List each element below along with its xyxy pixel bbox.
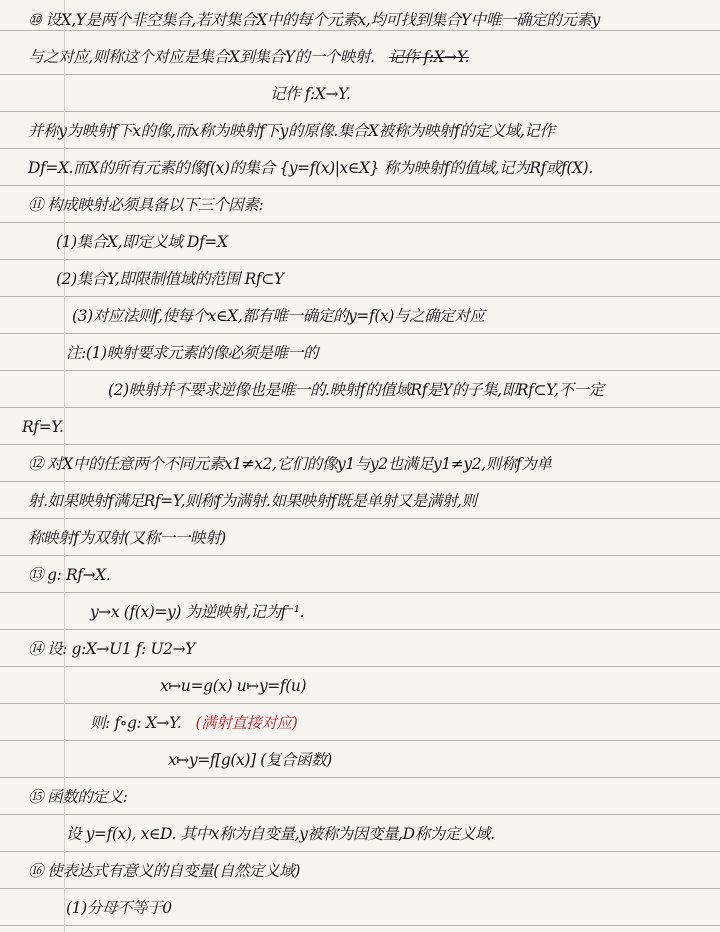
item-number: ⑩: [28, 11, 42, 29]
note-text: 构成映射必须具备以下三个因素:: [47, 196, 264, 214]
note-text: (1)集合X,即定义域 Df=X: [56, 233, 228, 251]
note-text: (3)对应法则f,使每个x∈X,都有唯一确定的y=f(x)与之确定对应: [72, 307, 485, 325]
note-text: x↦u=g(x) u↦y=f(u): [160, 677, 307, 695]
note-line: [0, 374, 720, 406]
note-line: [0, 115, 720, 147]
note-line: [0, 892, 720, 924]
note-line: [0, 152, 720, 184]
note-text: (1)分母不等于0: [66, 899, 172, 917]
note-line: [0, 744, 720, 776]
item-number: ⑬: [28, 566, 44, 584]
note-line: [0, 818, 720, 850]
note-line: [0, 411, 720, 443]
note-text: 注:(1)映射要求元素的像必须是唯一的: [66, 344, 319, 362]
note-line: [0, 263, 720, 295]
crossed-out-text: 记作 f:X→Y.: [388, 48, 470, 66]
item-number: ⑮: [28, 788, 44, 806]
note-line: [0, 522, 720, 554]
note-line: [0, 300, 720, 332]
note-text: (2)集合Y,即限制值域的范围 Rf⊂Y: [56, 270, 284, 288]
note-text: 记作 f:X→Y.: [270, 85, 351, 103]
note-text: Rf=Y.: [22, 418, 64, 436]
note-line: [0, 337, 720, 369]
note-text: 对X中的任意两个不同元素x1≠x2,它们的像y1与y2也满足y1≠y2,则称f为单: [47, 455, 552, 473]
note-text: Df=X.而X的所有元素的像f(x)的集合 {y=f(x)|x∈X} 称为映射f的值域,记为Rf或f(X).: [28, 159, 593, 177]
note-text: 称映射f为双射(又称一一映射): [28, 529, 226, 547]
red-annotation: (满射直接对应): [195, 714, 298, 732]
note-line: [0, 189, 720, 221]
note-line: [0, 41, 720, 73]
note-text: 射.如果映射f满足Rf=Y,则称f为满射.如果映射f既是单射又是满射,则: [28, 492, 477, 510]
note-line: [0, 596, 720, 628]
note-line: [0, 670, 720, 702]
note-text: y→x (f(x)=y) 为逆映射,记为f⁻¹.: [90, 603, 305, 621]
note-text: (2)映射并不要求逆像也是唯一的.映射f的值域Rf是Y的子集,即Rf⊂Y,不一定: [108, 381, 604, 399]
note-line: [0, 4, 720, 36]
item-number: ⑯: [28, 862, 44, 880]
item-number: ⑪: [28, 196, 44, 214]
item-number: ⑫: [28, 455, 44, 473]
note-line: [0, 78, 720, 110]
note-text: 设: g:X→U1 f: U2→Y: [47, 640, 196, 658]
note-line: [0, 707, 720, 739]
note-text: g: Rf→X.: [47, 566, 111, 584]
note-line: [0, 633, 720, 665]
note-text: 则: f∘g: X→Y.: [90, 714, 182, 732]
note-line: [0, 226, 720, 258]
note-line: [0, 781, 720, 813]
note-text: 与之对应,则称这个对应是集合X到集合Y的一个映射.: [28, 48, 375, 66]
note-text: 设X,Y是两个非空集合,若对集合X中的每个元素x,均可找到集合Y中唯一确定的元素y: [45, 11, 600, 29]
note-line: [0, 855, 720, 887]
note-text: 设 y=f(x), x∈D. 其中x称为自变量,y被称为因变量,D称为定义域.: [66, 825, 495, 843]
note-line: [0, 448, 720, 480]
item-number: ⑭: [28, 640, 44, 658]
note-text: 函数的定义:: [47, 788, 128, 806]
note-line: [0, 485, 720, 517]
note-line: [0, 559, 720, 591]
note-text: x↦y=f[g(x)] (复合函数): [168, 751, 332, 769]
note-text: 并称y为映射f下x的像,而x称为映射f下y的原像.集合X被称为映射f的定义域,记作: [28, 122, 555, 140]
note-text: 使表达式有意义的自变量(自然定义域): [47, 862, 301, 880]
